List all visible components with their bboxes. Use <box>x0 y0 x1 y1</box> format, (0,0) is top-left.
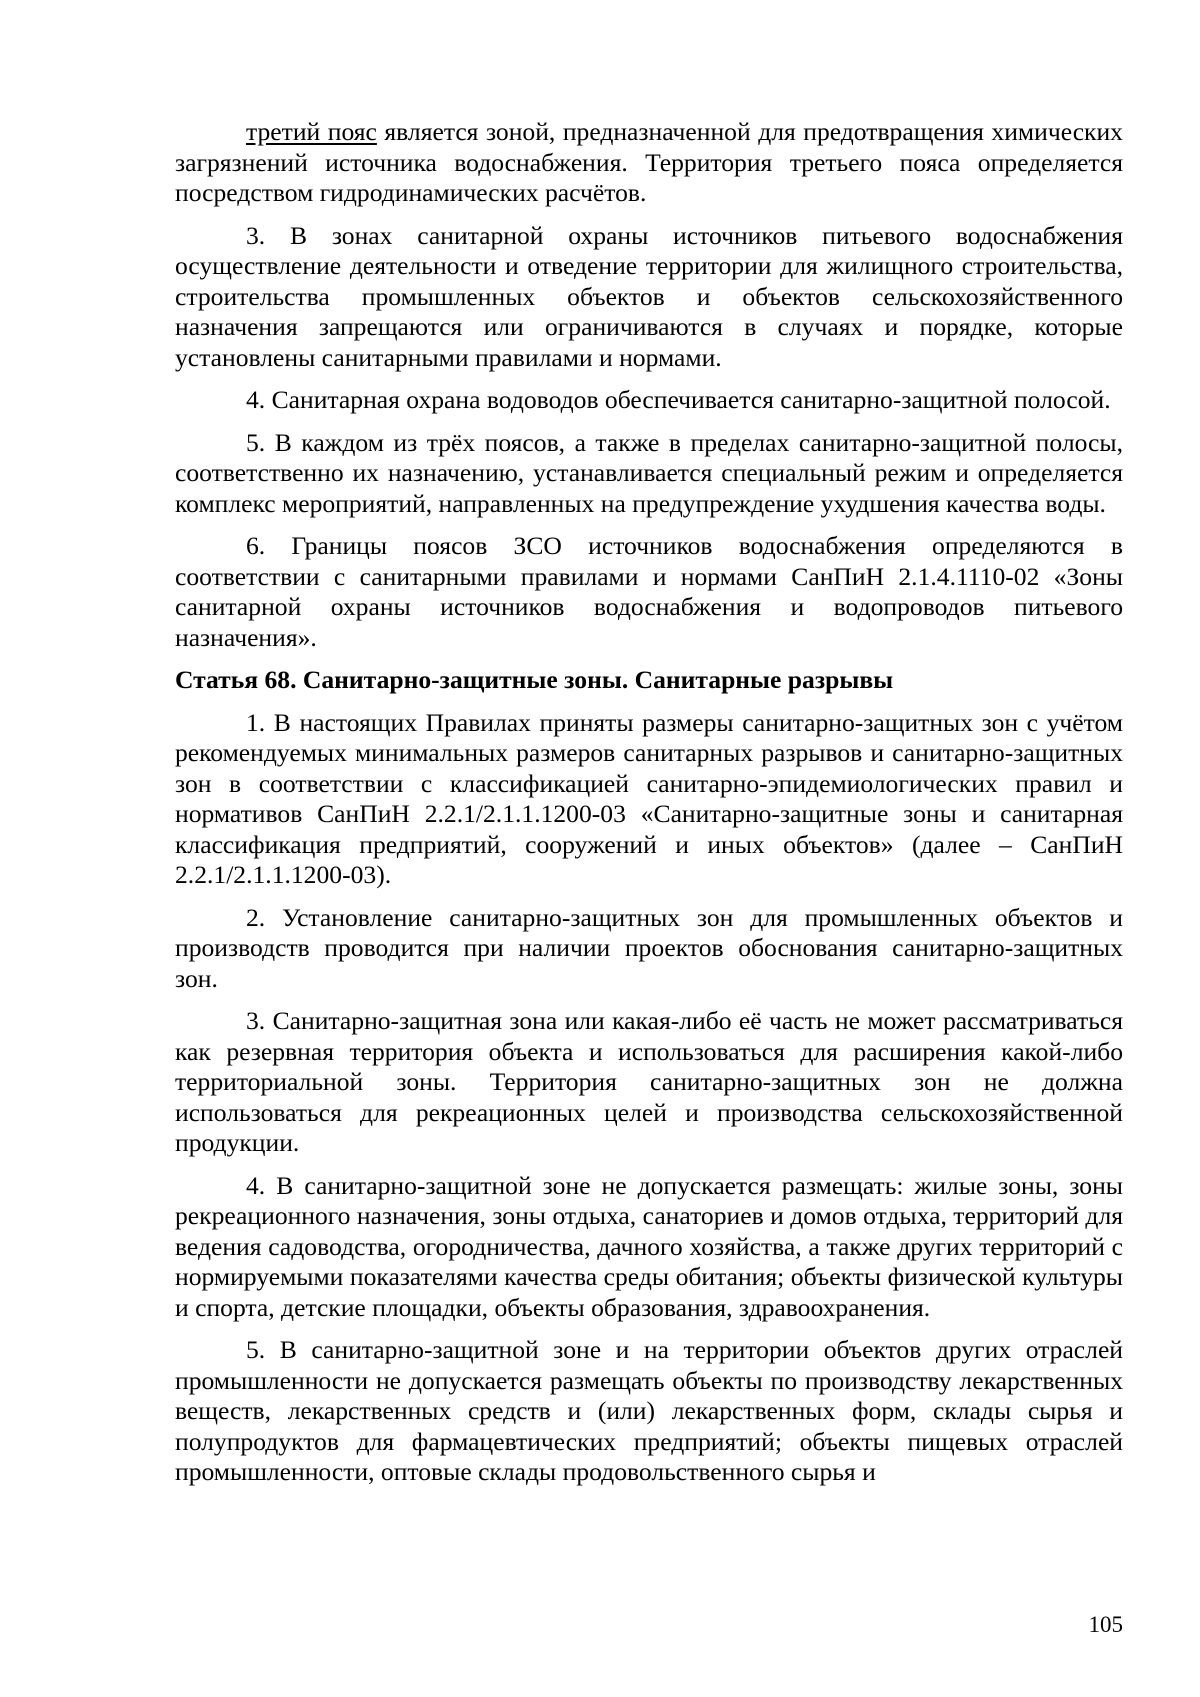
paragraph-item-3: 3. В зонах санитарной охраны источников питьевого водоснабжения осуществление деятельности и отведение территории для жилищного строительства, строительства промышленных объектов и объектов сельскохозяйственного назначения запрещаются или ограничиваются в случаях и порядке, которые установлены санитарными правилами и нормами. <box>175 220 1123 372</box>
paragraph-third-belt <box>175 117 1123 209</box>
underlined-term: третий пояс <box>246 117 377 146</box>
paragraph-text: является зоной, предназначенной для предотвращения химических загрязнений источника водоснабжения. Территория третьего пояса определяется посредством гидродинамических расчётов. <box>175 117 1123 207</box>
article-paragraph-4: 4. В санитарно-защитной зоне не допускается размещать: жилые зоны, зоны рекреационного назначения, зоны отдыха, санаториев и домов отдыха, территорий для ведения садоводства, огородничества, дачного хозяйства, а также других территорий с нормируемыми показателями качества среды обитания; объекты физической культуры и спорта, детские площадки, объекты образования, здравоохранения. <box>175 1170 1123 1322</box>
document-page <box>175 117 1123 1488</box>
article-paragraph-2: 2. Установление санитарно-защитных зон для промышленных объектов и производств проводится при наличии проектов обоснования санитарно-защитных зон. <box>175 902 1123 993</box>
page-number: 105 <box>1088 1612 1123 1637</box>
article-paragraph-1: 1. В настоящих Правилах приняты размеры санитарно-защитных зон с учётом рекомендуемых минимальных размеров санитарных разрывов и санитарно-защитных зон в соответствии с классификацией санитарно-эпидемиологических правил и нормативов СанПиН 2.2.1/2.1.1.1200-03 «Санитарно-защитные зоны и санитарная классификация предприятий, сооружений и иных объектов» (далее – СанПиН 2.2.1/2.1.1.1200-03). <box>175 707 1123 889</box>
paragraph-item-5: 5. В каждом из трёх поясов, а также в пределах санитарно-защитной полосы, соответственно их назначению, устанавливается специальный режим и определяется комплекс мероприятий, направленных на предупреждение ухудшения качества воды. <box>175 427 1123 518</box>
article-heading: Статья 68. Санитарно-защитные зоны. Санитарные разрывы <box>175 665 894 694</box>
paragraph-item-6: 6. Границы поясов ЗСО источников водоснабжения определяются в соответствии с санитарными правилами и нормами СанПиН 2.1.4.1110-02 «Зоны санитарной охраны источников водоснабжения и водопроводов питьевого назначения». <box>175 531 1123 652</box>
article-paragraph-3: 3. Санитарно-защитная зона или какая-либо её часть не может рассматриваться как резервная территория объекта и использоваться для расширения какой-либо территориальной зоны. Территория санитарно-защитных зон не должна использоваться для рекреационных целей и производства сельскохозяйственной продукции. <box>175 1006 1123 1157</box>
paragraph-item-4: 4. Санитарная охрана водоводов обеспечивается санитарно-защитной полосой. <box>246 385 1111 414</box>
article-paragraph-5: 5. В санитарно-защитной зоне и на территории объектов других отраслей промышленности не допускается размещать объекты по производству лекарственных веществ, лекарственных средств и (или) лекарственных форм, склады сырья и полупродуктов для фармацевтических предприятий; объекты пищевых отраслей промышленности, оптовые склады продовольственного сырья и <box>175 1335 1123 1486</box>
